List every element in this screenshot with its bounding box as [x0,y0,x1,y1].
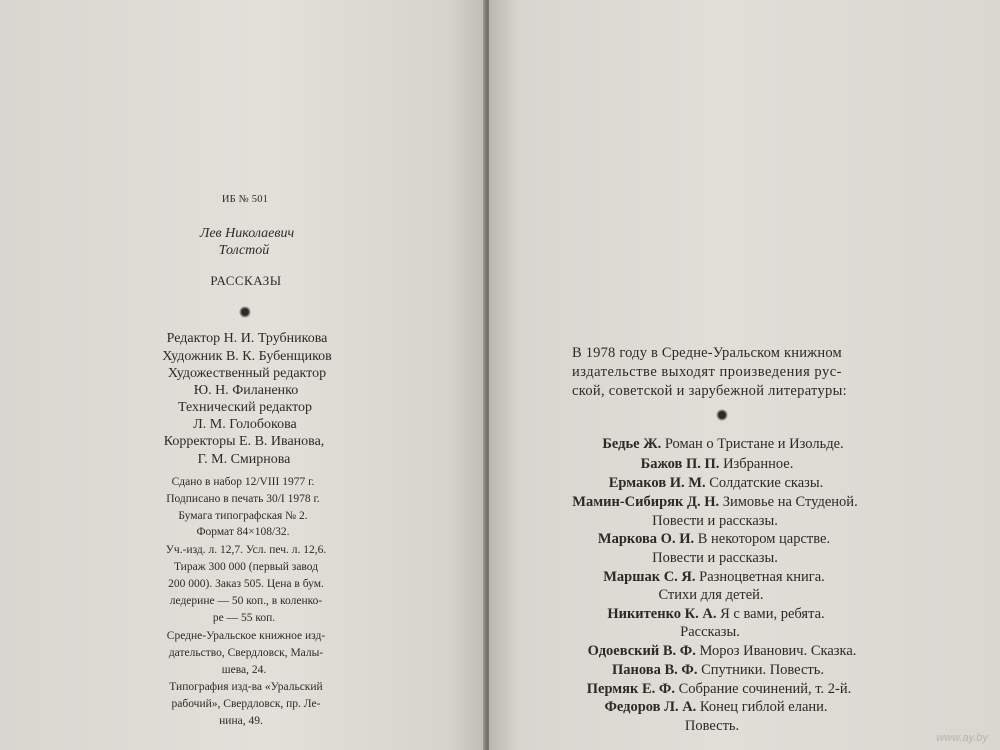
ornament-dot [718,411,726,419]
book-author: Бажов П. П. [640,456,720,472]
book-title: Солдатские сказы. [709,475,824,491]
book-title: Конец гиблой елани. [699,699,828,715]
imprint-line: ре — 55 коп. [212,612,276,624]
book-title: РАССКАЗЫ [210,273,282,288]
book-author: Пермяк Е. Ф. [586,681,676,697]
book-entry-continued: Повести и рассказы. [652,513,778,529]
imprint-line: шева, 24. [221,664,267,676]
author-name: Лев Николаевич [199,226,295,241]
credit-line: Корректоры Е. В. Иванова, [163,434,325,449]
credit-line: Ю. Н. Филаненко [193,383,299,398]
book-title: В некотором царстве. [697,531,831,547]
book-title: Избранное. [723,456,794,472]
imprint-line: Бумага типографская № 2. [178,510,308,522]
imprint-line: Уч.-изд. л. 12,7. Усл. печ. л. 12,6. [165,544,327,556]
credit-line: Редактор Н. И. Трубникова [166,331,328,346]
book-entry [572,494,857,511]
book-title: Разноцветная книга. [699,569,825,585]
author-surname: Толстой [218,243,270,258]
intro-line: ской, советской и зарубежной литературы: [572,383,847,399]
book-entry-continued: Повести и рассказы. [652,550,778,566]
ornament-dot [241,308,249,316]
imprint-line: Сдано в набор 12/VIII 1977 г. [171,476,315,488]
book-title: Роман о Тристане и Изольде. [664,436,844,452]
book-title: Зимовье на Студеной. [722,494,858,510]
book-author: Одоевский В. Ф. [587,643,696,659]
left-page [0,0,486,750]
book-author: Никитенко К. А. [607,606,717,622]
right-page [489,0,1000,750]
credit-line: Художественный редактор [167,366,327,381]
credit-line: Художник В. К. Бубенщиков [162,349,332,364]
imprint-line: Формат 84×108/32. [196,526,290,538]
book-entry-continued: Стихи для детей. [658,587,764,603]
imprint-line: 200 000). Заказ 505. Цена в бум. [168,578,324,590]
book-entry [641,456,794,473]
book-author: Бедье Ж. [602,436,662,452]
book-author: Маршак С. Я. [603,569,696,585]
book-author: Федоров Л. А. [604,699,697,715]
book-entry [604,699,827,716]
credit-line: Технический редактор [177,400,313,415]
watermark: www.ay.by [936,732,988,744]
imprint-line: Подписано в печать 30/I 1978 г. [166,493,320,505]
book-entry [598,531,830,548]
book-title: Собрание сочинений, т. 2-й. [678,681,852,697]
book-entry-continued: Рассказы. [680,624,740,640]
credit-line: Г. М. Смирнова [197,452,291,467]
book-entry [587,681,852,698]
book-entry [603,569,825,586]
credit-line: Л. М. Голобокова [193,417,297,432]
ib-number: ИБ № 501 [221,194,269,205]
imprint-line: Средне-Уральское книжное изд- [166,630,326,642]
book-author: Маркова О. И. [597,531,695,547]
book-entry [612,662,824,679]
imprint-line: нина, 49. [219,715,263,727]
book-entry-continued: Повесть. [684,718,740,734]
book-entry [609,475,824,492]
imprint-line: рабочий», Свердловск, пр. Ле- [171,698,321,710]
book-entry [607,606,824,623]
intro-line: В 1978 году в Средне-Уральском книжном [572,345,842,361]
book-title: Мороз Иванович. Сказка. [699,643,857,659]
imprint-line: ледерине — 50 коп., в коленко- [169,595,323,607]
book-title: Я с вами, ребята. [720,606,825,622]
book-author: Мамин-Сибиряк Д. Н. [572,494,720,510]
book-author: Ермаков И. М. [608,475,706,491]
imprint-line: Тираж 300 000 (первый завод [173,561,319,573]
intro-line: издательстве выходят произведения рус- [572,364,842,380]
book-entry [588,643,857,660]
book-entry [602,436,843,453]
book-author: Панова В. Ф. [612,662,698,678]
imprint-line: дательство, Свердловск, Малы- [168,647,324,659]
imprint-line: Типография изд-ва «Уральский [169,681,323,693]
book-title: Спутники. Повесть. [701,662,824,678]
